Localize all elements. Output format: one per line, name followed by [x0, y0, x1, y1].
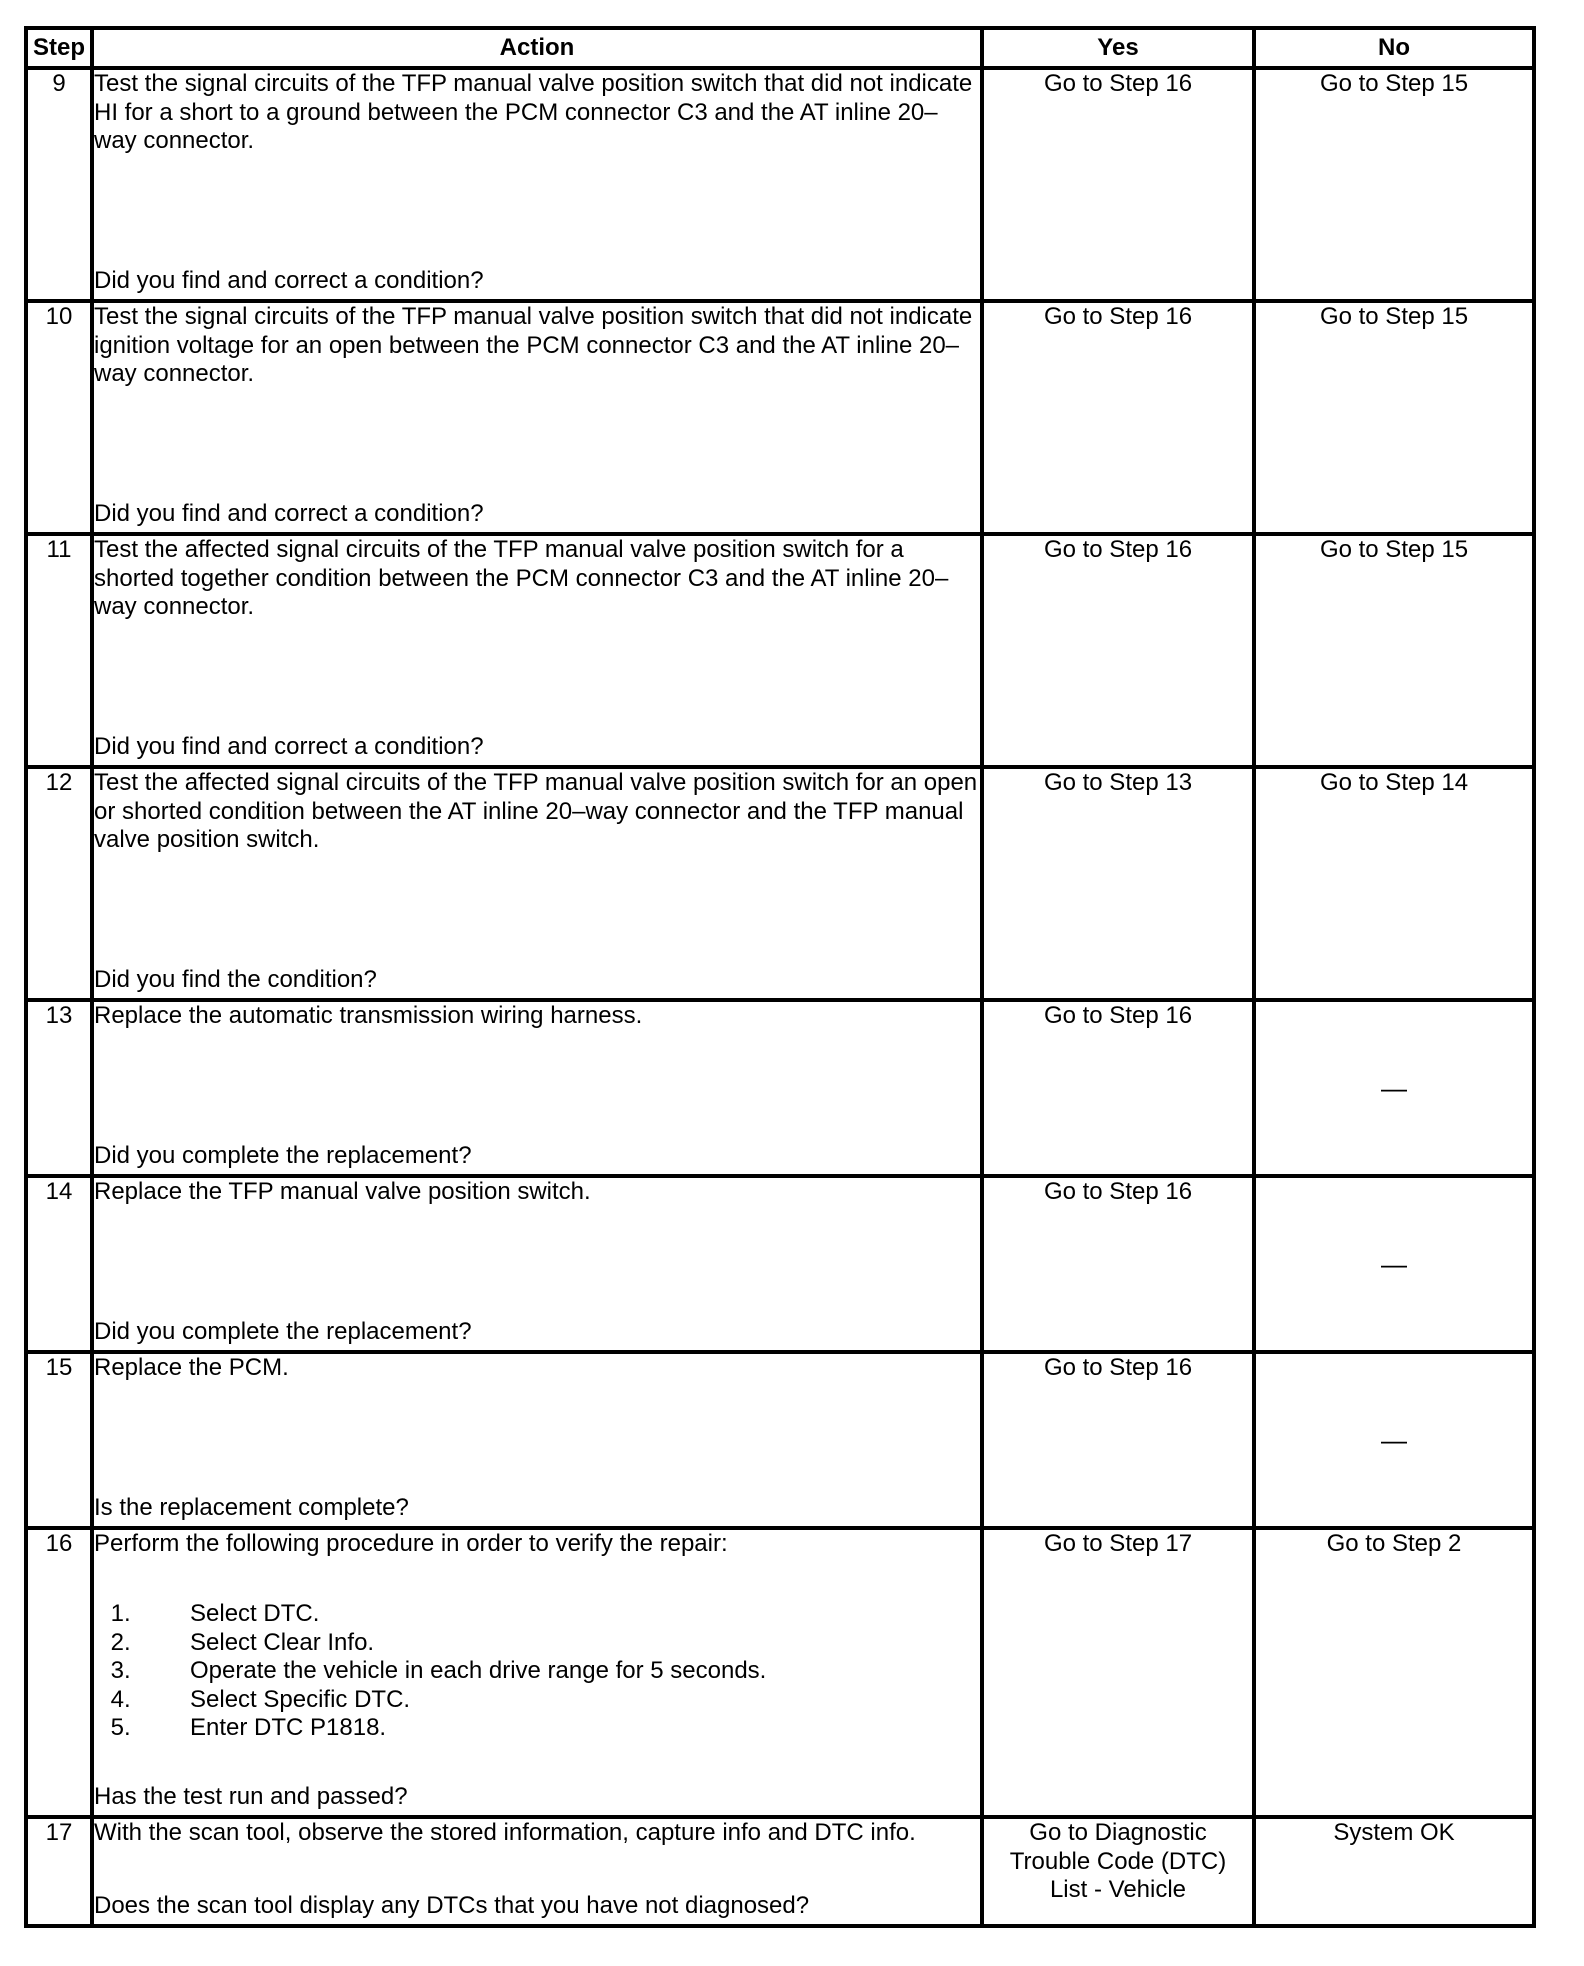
procedure-item: 5. Enter DTC P1818.: [144, 1714, 980, 1743]
table-row: [26, 1528, 1534, 1817]
step-number: 16: [26, 1528, 92, 1817]
yes-cell: [982, 1817, 1254, 1926]
table-row: [26, 1000, 1534, 1176]
table-row: [26, 301, 1534, 534]
action-cell: [92, 1352, 982, 1528]
question-text: Does the scan tool display any DTCs that you have not diagnosed?: [94, 1891, 810, 1919]
yes-cell: Go to Step 13: [982, 767, 1254, 1000]
no-cell: Go to Step 15: [1254, 68, 1534, 301]
yes-line: Go to Diagnostic: [1029, 1819, 1207, 1846]
yes-cell: Go to Step 17: [982, 1528, 1254, 1817]
table-row: [26, 1817, 1534, 1926]
action-text: Test the affected signal circuits of the TFP manual valve position switch for a shorted together condition between the PCM connector C3 and the AT inline 20–way connector.: [94, 536, 949, 620]
yes-line: List - Vehicle: [1049, 1876, 1187, 1903]
header-yes: Yes: [982, 28, 1254, 68]
action-cell: [92, 767, 982, 1000]
action-text: Replace the automatic transmission wiring harness.: [94, 1002, 643, 1029]
question-text: Did you complete the replacement?: [94, 1141, 472, 1169]
yes-cell: Go to Step 16: [982, 301, 1254, 534]
no-cell: —: [1254, 1176, 1534, 1352]
procedure-item: 1. Select DTC.: [144, 1600, 980, 1629]
action-cell: [92, 301, 982, 534]
step-number: 10: [26, 301, 92, 534]
action-text: Replace the TFP manual valve position switch.: [94, 1178, 591, 1205]
step-number: 9: [26, 68, 92, 301]
question-text: Did you complete the replacement?: [94, 1317, 472, 1345]
header-step: Step: [26, 28, 92, 68]
no-cell: Go to Step 15: [1254, 534, 1534, 767]
procedure-item: 2. Select Clear Info.: [144, 1629, 980, 1658]
diagnostic-table: [24, 26, 1536, 1928]
action-cell: [92, 1817, 982, 1926]
yes-cell: Go to Step 16: [982, 1352, 1254, 1528]
step-number: 12: [26, 767, 92, 1000]
step-number: 11: [26, 534, 92, 767]
action-text: With the scan tool, observe the stored information, capture info and DTC info.: [94, 1819, 916, 1846]
question-text: Has the test run and passed?: [94, 1782, 408, 1810]
header-no: No: [1254, 28, 1534, 68]
table-row: [26, 1176, 1534, 1352]
action-text: Perform the following procedure in order to verify the repair:: [94, 1530, 728, 1557]
action-cell: [92, 68, 982, 301]
action-cell: [92, 1528, 982, 1817]
action-cell: [92, 1000, 982, 1176]
action-text: Replace the PCM.: [94, 1354, 289, 1381]
yes-cell: Go to Step 16: [982, 1176, 1254, 1352]
question-text: Did you find and correct a condition?: [94, 499, 484, 527]
procedure-item: 4. Select Specific DTC.: [144, 1686, 980, 1715]
table-row: [26, 1352, 1534, 1528]
no-cell: Go to Step 14: [1254, 767, 1534, 1000]
yes-cell: Go to Step 16: [982, 1000, 1254, 1176]
no-cell: Go to Step 2: [1254, 1528, 1534, 1817]
action-text: Test the signal circuits of the TFP manual valve position switch that did not indicate ignition voltage for an open between the PCM connector C3 and the AT inline 20–way connector.: [94, 303, 973, 387]
step-number: 17: [26, 1817, 92, 1926]
action-text: Test the signal circuits of the TFP manual valve position switch that did not indicate HI for a short to a ground between the PCM connector C3 and the AT inline 20–way connector.: [94, 70, 973, 154]
step-number: 15: [26, 1352, 92, 1528]
table-header-row: [26, 28, 1534, 68]
header-action: Action: [92, 28, 982, 68]
question-text: Did you find and correct a condition?: [94, 732, 484, 760]
question-text: Did you find the condition?: [94, 965, 377, 993]
table-row: [26, 767, 1534, 1000]
no-cell: System OK: [1254, 1817, 1534, 1926]
no-cell: Go to Step 15: [1254, 301, 1534, 534]
yes-cell: Go to Step 16: [982, 68, 1254, 301]
action-text: Test the affected signal circuits of the TFP manual valve position switch for an open or shorted condition between the AT inline 20–way connector and the TFP manual valve position switch.: [94, 769, 978, 853]
no-cell: —: [1254, 1352, 1534, 1528]
table-row: [26, 534, 1534, 767]
procedure-item: 3. Operate the vehicle in each drive range for 5 seconds.: [144, 1657, 980, 1686]
no-cell: —: [1254, 1000, 1534, 1176]
procedure-list: [94, 1600, 980, 1743]
table-row: [26, 68, 1534, 301]
step-number: 13: [26, 1000, 92, 1176]
yes-line: Trouble Code (DTC): [1009, 1847, 1227, 1875]
action-cell: [92, 1176, 982, 1352]
question-text: Is the replacement complete?: [94, 1493, 409, 1521]
yes-cell: Go to Step 16: [982, 534, 1254, 767]
question-text: Did you find and correct a condition?: [94, 266, 484, 294]
step-number: 14: [26, 1176, 92, 1352]
action-cell: [92, 534, 982, 767]
